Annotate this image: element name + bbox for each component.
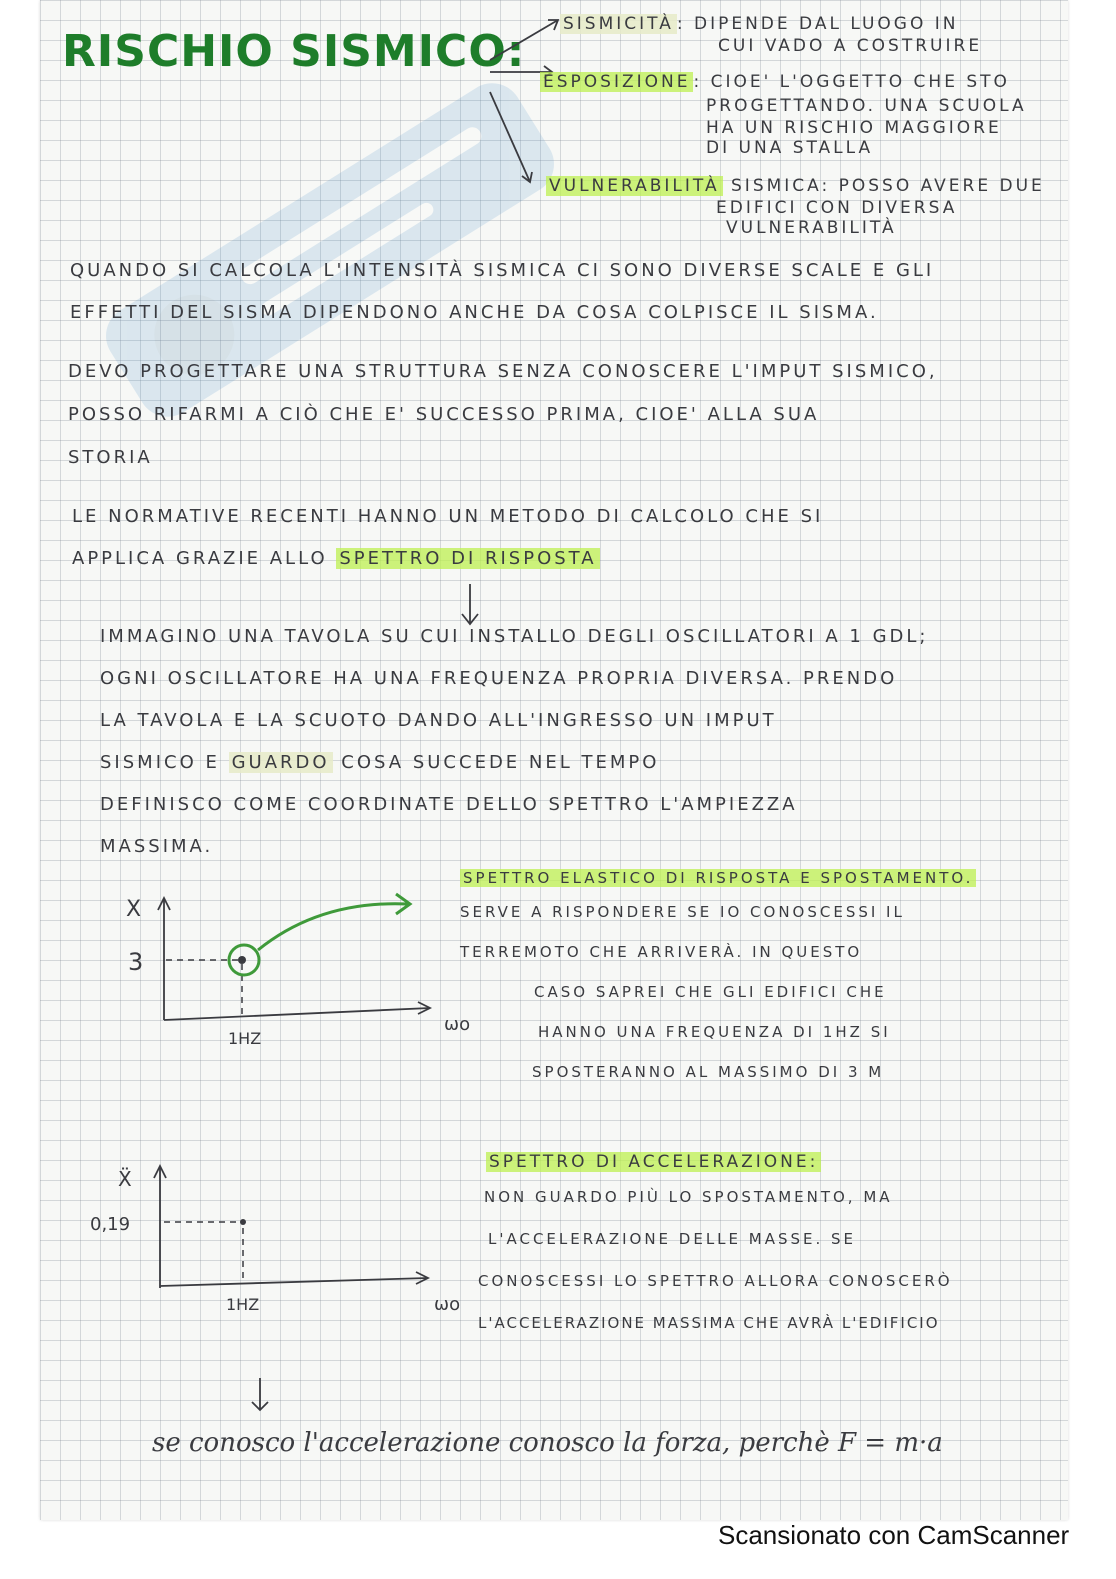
scanner-footer: Scansionato con CamScanner (718, 1520, 1070, 1550)
text-line: POSSO RIFARMI A CIÒ CHE E' SUCCESSO PRIMA, CIOE' ALLA SUA (68, 404, 820, 425)
y-label: Ẍ (118, 1167, 132, 1191)
branch-arrows (470, 10, 590, 200)
x-tick: 1HZ (226, 1295, 260, 1314)
x-label: ωo (434, 1294, 461, 1315)
text-line: DEFINISCO COME COORDINATE DELLO SPETTRO L'AMPIEZZA (100, 794, 798, 815)
text-line: COSA SUCCEDE NEL TEMPO (341, 752, 660, 773)
heading-acceleration (486, 1152, 821, 1172)
conclusion-text: se conosco l'accelerazione conosco la forza, perchè F = m·a (152, 1428, 943, 1458)
esposizione-text-1: : CIOE' L'OGGETTO CHE STO (693, 72, 1010, 92)
vulnerabilita-text-1: SISMICA: POSSO AVERE DUE (722, 176, 1045, 196)
x-tick: 1HZ (228, 1029, 262, 1048)
branch-esposizione (540, 72, 1010, 92)
vulnerabilita-text-3: VULNERABILITÀ (726, 218, 897, 238)
term-sismicita: SISMICITÀ (560, 14, 677, 34)
data-point (238, 956, 246, 964)
text-line: APPLICA GRAZIE ALLO (72, 548, 328, 569)
branch-sismicita (560, 14, 958, 34)
text-line: IMMAGINO UNA TAVOLA SU CUI INSTALLO DEGLI OSCILLATORI A 1 GDL; (100, 626, 929, 647)
text-line: LA TAVOLA E LA SCUOTO DANDO ALL'INGRESSO UN IMPUT (100, 710, 777, 731)
text-line: STORIA (68, 447, 153, 468)
y-label: X (126, 897, 142, 922)
text-line: OGNI OSCILLATORE HA UNA FREQUENZA PROPRIA DIVERSA. PRENDO (100, 668, 898, 689)
esposizione-text-2: PROGETTANDO. UNA SCUOLA (706, 96, 1027, 116)
text-line: HANNO UNA FREQUENZA DI 1HZ SI (538, 1023, 891, 1041)
plot-displacement (110, 880, 510, 1060)
y-tick: 0,19 (90, 1214, 131, 1235)
esposizione-text-4: DI UNA STALLA (706, 138, 874, 158)
x-axis (164, 1008, 430, 1020)
text-line: L'ACCELERAZIONE DELLE MASSE. SE (488, 1230, 857, 1248)
term-esposizione: ESPOSIZIONE (540, 72, 693, 92)
text-line: EFFETTI DEL SISMA DIPENDONO ANCHE DA COSA COLPISCE IL SISMA. (70, 302, 879, 323)
vulnerabilita-text-2: EDIFICI CON DIVERSA (716, 198, 958, 218)
term-vulnerabilita: VULNERABILITÀ (546, 176, 723, 196)
text-line: CONOSCESSI LO SPETTRO ALLORA CONOSCERÒ (478, 1272, 953, 1290)
text-line: SERVE A RISPONDERE SE IO CONOSCESSI IL (460, 903, 905, 921)
text-line: TERREMOTO CHE ARRIVERÀ. IN QUESTO (460, 943, 863, 961)
paragraph-intensity (70, 250, 934, 334)
acceleration-text (478, 1176, 953, 1344)
text-line: CASO SAPREI CHE GLI EDIFICI CHE (534, 983, 887, 1001)
x-label: ωo (444, 1014, 471, 1035)
page-title: RISCHIO SISMICO: (62, 26, 526, 77)
text-line: QUANDO SI CALCOLA L'INTENSITÀ SISMICA CI SONO DIVERSE SCALE E GLI (70, 260, 935, 281)
heading-acceleration-text: SPETTRO DI ACCELERAZIONE: (486, 1152, 821, 1172)
text-line: DEVO PROGETTARE UNA STRUTTURA SENZA CONOSCERE L'IMPUT SISMICO, (68, 361, 938, 382)
text-line: L'ACCELERAZIONE MASSIMA CHE AVRÀ L'EDIFICIO (478, 1314, 940, 1332)
branch-vulnerabilita (546, 176, 1045, 196)
highlight-guardo: GUARDO (229, 752, 333, 773)
heading-displacement-text: SPETTRO ELASTICO DI RISPOSTA E SPOSTAMENTO. (460, 869, 976, 887)
sismicita-text-1: : DIPENDE DAL LUOGO IN (676, 14, 959, 34)
x-axis (160, 1278, 428, 1286)
highlight-spettro: SPETTRO DI RISPOSTA (336, 548, 599, 569)
heading-displacement (460, 868, 976, 888)
sismicita-text-2: CUI VADO A COSTRUIRE (718, 36, 983, 56)
green-arrow (258, 904, 408, 950)
displacement-text (460, 892, 905, 1092)
notebook-page (40, 0, 1068, 1520)
text-line: NON GUARDO PIÙ LO SPOSTAMENTO, MA (484, 1188, 893, 1206)
down-arrow-icon (246, 1376, 276, 1416)
text-line: LE NORMATIVE RECENTI HANNO UN METODO DI CALCOLO CHE SI (72, 506, 824, 527)
text-line: SPOSTERANNO AL MASSIMO DI 3 M (532, 1063, 885, 1081)
data-point (240, 1219, 246, 1225)
y-tick: 3 (128, 948, 144, 976)
esposizione-text-3: HA UN RISCHIO MAGGIORE (706, 118, 1002, 138)
text-line: SISMICO E (100, 752, 220, 773)
paragraph-norms (72, 496, 823, 580)
plot-acceleration (90, 1156, 490, 1326)
paragraph-oscillators (100, 616, 928, 868)
text-line: MASSIMA. (100, 836, 214, 857)
paragraph-design (68, 350, 938, 479)
